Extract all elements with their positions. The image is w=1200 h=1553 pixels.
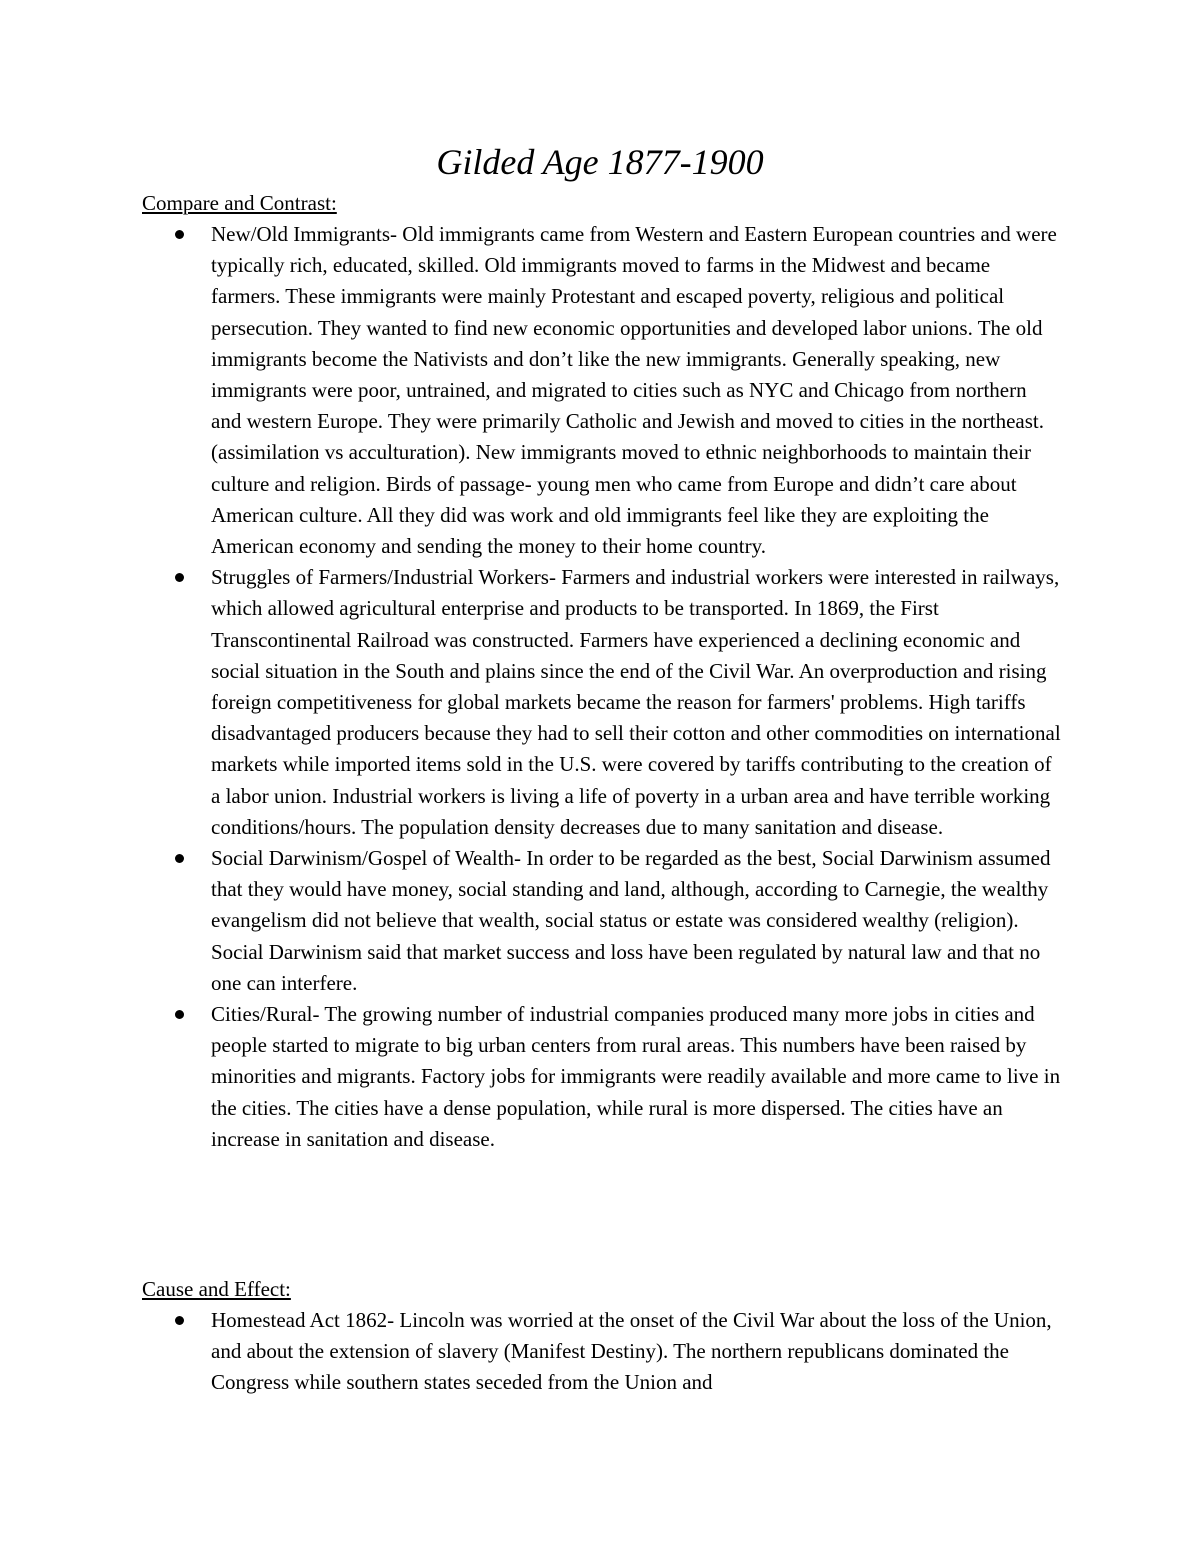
cause-and-effect-list — [142, 1305, 1062, 1399]
list-item-social-darwinism — [142, 843, 1062, 999]
list-item-cities-rural — [142, 999, 1062, 1155]
list-item-text: Struggles of Farmers/Industrial Workers- Farmers and industrial workers were interested in railways, which allowed agricultural enterprise and products to be transported. In 1869, the First Transcontinental Railroad was constructed. Farmers have experienced a declining economic and social situation in the South and plains since the end of the Civil War. An overproduction and rising foreign competitiveness for global markets became the reason for farmers' problems. High tariffs disadvantaged producers because they had to sell their cotton and other commodities on international markets while imported items sold in the U.S. were covered by tariffs contributing to the creation of a labor union. Industrial workers is living a life of poverty in a urban area and have terrible working conditions/hours. The population density decreases due to many sanitation and disease. — [211, 565, 1061, 839]
section-heading-compare-and-contrast: Compare and Contrast: — [142, 191, 337, 215]
list-item-text: Cities/Rural- The growing number of industrial companies produced many more jobs in cities and people started to migrate to big urban centers from rural areas. This numbers have been raised by minorities and migrants. Factory jobs for immigrants were readily available and more came to live in the cities. The cities have a dense population, while rural is more dispersed. The cities have an increase in sanitation and disease. — [211, 1002, 1061, 1151]
bullet-icon — [175, 573, 184, 582]
bullet-icon — [175, 1316, 184, 1325]
list-item-text: Homestead Act 1862- Lincoln was worried at the onset of the Civil War about the loss of the Union, and about the extension of slavery (Manifest Destiny). The northern republicans dominated the Congress while southern states seceded from the Union and — [211, 1308, 1052, 1395]
list-item-new-old-immigrants — [142, 219, 1062, 562]
page-title: Gilded Age 1877-1900 — [436, 142, 764, 182]
bullet-icon — [175, 230, 184, 239]
list-item-text: Social Darwinism/Gospel of Wealth- In order to be regarded as the best, Social Darwinism assumed that they would have money, social standing and land, although, according to Carnegie, the wealthy evangelism did not believe that wealth, social status or estate was considered wealthy (religion). Social Darwinism said that market success and loss have been regulated by natural law and that no one can interfere. — [211, 846, 1051, 995]
compare-and-contrast-list — [142, 219, 1062, 1155]
list-item-farmers-industrial-workers — [142, 562, 1062, 843]
list-item-homestead-act — [142, 1305, 1062, 1399]
section-heading-cause-and-effect: Cause and Effect: — [142, 1277, 291, 1301]
bullet-icon — [175, 1010, 184, 1019]
bullet-icon — [175, 854, 184, 863]
list-item-text: New/Old Immigrants- Old immigrants came from Western and Eastern European countries and were typically rich, educated, skilled. Old immigrants moved to farms in the Midwest and became farmers. These immigrants were mainly Protestant and escaped poverty, religious and political persecution. They wanted to find new economic opportunities and developed labor unions. The old immigrants become the Nativists and don’t like the new immigrants. Generally speaking, new immigrants were poor, untrained, and migrated to cities such as NYC and Chicago from northern and western Europe. They were primarily Catholic and Jewish and moved to cities in the northeast. (assimilation vs acculturation). New immigrants moved to ethnic neighborhoods to maintain their culture and religion. Birds of passage- young men who came from Europe and didn’t care about American culture. All they did was work and old immigrants feel like they are exploiting the American economy and sending the money to their home country. — [211, 222, 1057, 559]
